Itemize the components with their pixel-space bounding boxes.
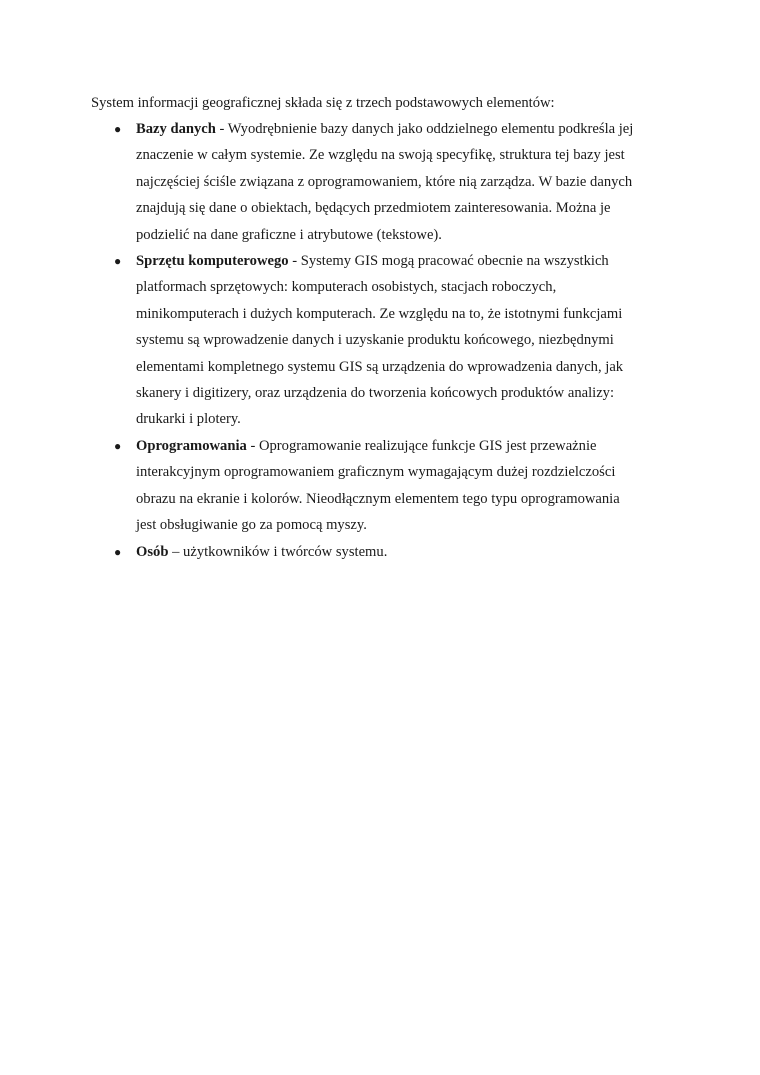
list-item [0,248,760,433]
list-item-line [136,116,668,142]
list-item-term: Osób [136,543,169,560]
list-item-line: najczęściej ściśle związana z oprogramowaniem, które nią zarządza. W bazie danych [136,173,633,190]
intro-paragraph: System informacji geograficznej składa się z trzech podstawowych elementów: [91,95,555,111]
list-item-description: – użytkowników i twórców systemu. [168,543,388,560]
list-item-line: obrazu na ekranie i kolorów. Nieodłącznym elementem tego typu oprogramowania [136,490,620,507]
bullet-dot-icon: ● [114,544,122,559]
list-item-text [136,539,668,565]
list-item-line [136,248,668,274]
list-item-line: skanery i digitizery, oraz urządzenia do tworzenia końcowych produktów analizy: [136,385,615,402]
list-item-text [136,116,668,248]
list-item [0,433,760,539]
list-item-description: - Systemy GIS mogą pracować obecnie na wszystkich [288,253,609,270]
list-item-term: Bazy danych [136,121,216,137]
list-item-line: drukarki i plotery. [136,411,241,428]
list-item-description: - Wyodrębnienie bazy danych jako oddzielnego elementu podkreśla jej [215,121,634,137]
list-item-line: jest obsługiwanie go za pomocą myszy. [136,517,367,534]
list-item [0,116,760,248]
elements-list [0,116,760,565]
list-item-line: znaczenie w całym systemie. Ze względu na swoją specyfikę, struktura tej bazy jest [136,147,625,164]
list-item-line: platformach sprzętowych: komputerach osobistych, stacjach roboczych, [136,279,557,296]
list-item [0,539,760,565]
list-item-line: minikomputerach i dużych komputerach. Ze względu na to, że istotnymi funkcjami [136,305,623,322]
bullet-dot-icon: ● [114,438,122,453]
list-item-line: elementami kompletnego systemu GIS są urządzenia do wprowadzenia danych, jak [136,358,624,375]
list-item-text [136,248,668,433]
list-item-line: podzielić na dane graficzne i atrybutowe (tekstowe). [136,226,442,243]
list-item-text [136,433,668,539]
list-item-line: interakcyjnym oprogramowaniem graficznym wymagającym dużej rozdzielczości [136,464,616,481]
list-item-line: znajdują się dane o obiektach, będących przedmiotem zainteresowania. Można je [136,200,611,217]
list-item-line [136,539,668,565]
list-item-term: Sprzętu komputerowego [136,253,289,270]
list-item-line [136,433,668,459]
bullet-dot-icon: ● [114,122,122,136]
bullet-dot-icon: ● [114,254,122,269]
list-item-line: systemu są wprowadzenie danych i uzyskanie produktu końcowego, niezbędnymi [136,332,614,349]
list-item-description: - Oprogramowanie realizujące funkcje GIS jest przeważnie [246,437,597,454]
list-item-term: Oprogramowania [136,437,247,454]
